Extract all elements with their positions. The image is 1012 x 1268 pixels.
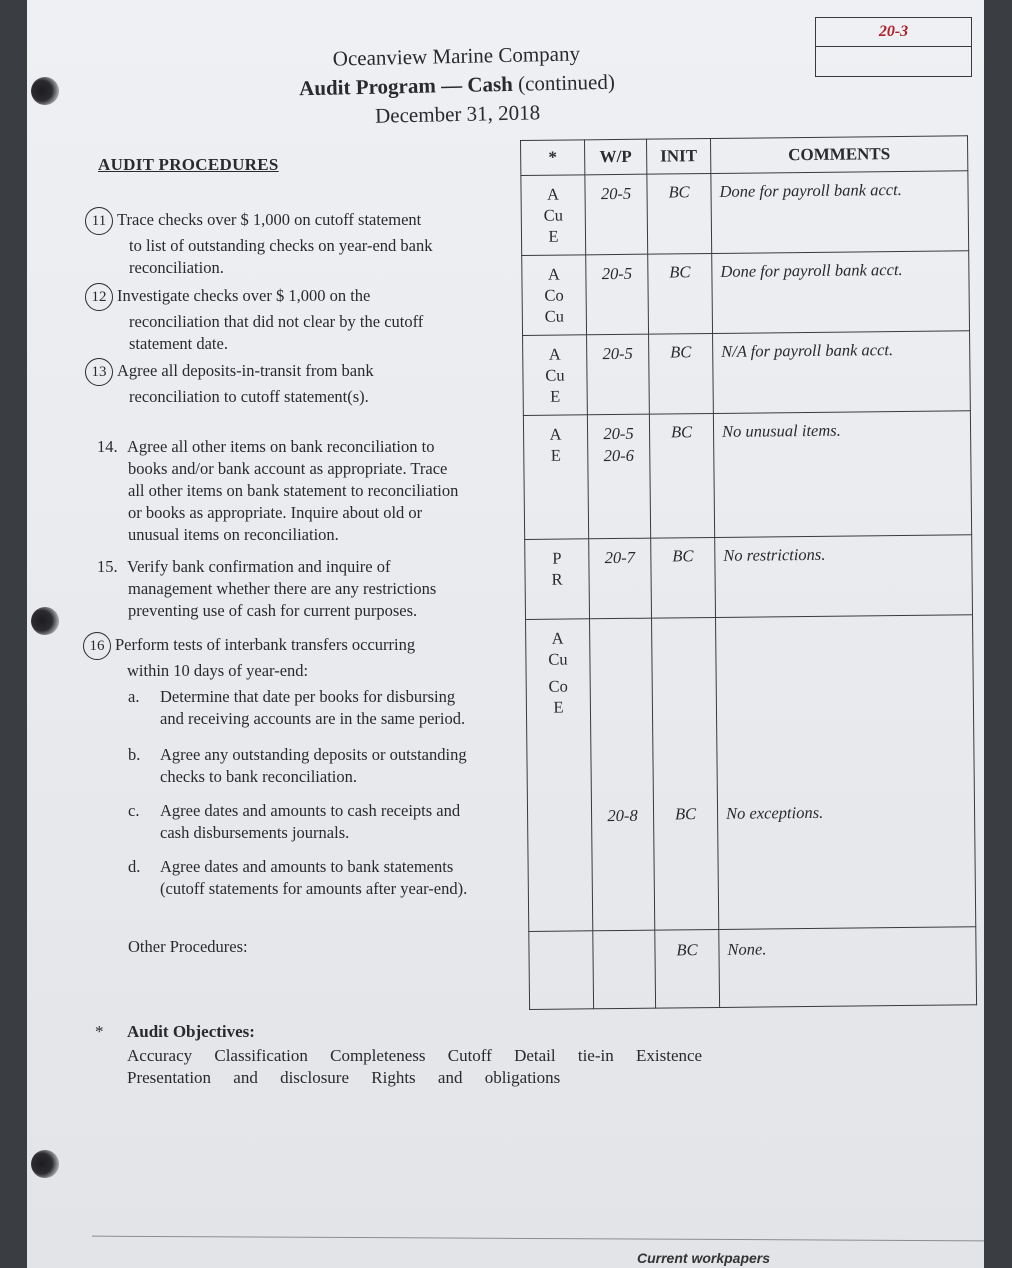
binder-ring-icon [27,73,63,109]
table-row [522,251,970,336]
program-date: December 31, 2018 [374,100,541,128]
init-header: INIT [646,139,710,175]
program-title: Audit Program — Cash (continued) [298,69,616,101]
wp-cell [593,930,656,1009]
table-row [526,615,976,932]
wp-cell: 20-5 [586,254,649,335]
circled-number: 13 [85,358,113,386]
subitem-c: c. Agree dates and amounts to cash receipts and cash disbursements journals. [128,801,461,842]
init-cell: BC [651,537,716,618]
objectives-cell: P R [525,539,590,620]
procedure-15: 15. Verify bank confirmation and inquire of management whether there are any restrictions preventing use of cash for current purposes. [97,557,437,620]
audit-objectives-heading: Audit Objectives: [127,1022,255,1041]
subitem-d: d. Agree dates and amounts to bank statements (cutoff statements for amounts after year-end). [128,857,468,898]
company-name: Oceanview Marine Company [332,41,581,71]
circled-number: 12 [85,283,113,311]
subitem-b: b. Agree any outstanding deposits or outstanding checks to bank reconciliation. [128,745,467,786]
binder-ring-icon [27,1146,63,1182]
objectives-row-2: Presentation and disclosure Rights and obligations [127,1068,561,1087]
objectives-cell: A Cu E [523,335,588,416]
subitem-a: a. Determine that date per books for disbursing and receiving accounts are in the same period. [128,687,466,728]
objectives-header: * [521,140,585,176]
wp-cell: 20-5 20-6 [587,414,650,539]
table-row [529,927,977,1010]
init-cell: BC [655,929,720,1008]
circled-number: 16 [83,632,111,660]
objectives-cell: A E [523,415,588,540]
comment-cell: No exceptions. [716,615,976,930]
procedure-14: 14. Agree all other items on bank reconciliation to books and/or bank account as appropriate. Trace all other items on bank statement to reconciliation or books as appropriate. Inquire about old or unusual items on reconciliation. [97,437,459,544]
procedure-16: 16 Perform tests of interbank transfers occurring within 10 days of year-end: [83,632,415,682]
other-procedures-label: Other Procedures: [128,937,248,956]
table-row [521,171,969,256]
next-page-text: Current workpapers [637,1250,771,1266]
workpaper-reference: 20-3 [816,18,971,47]
objectives-cell: A Co Cu [522,255,587,336]
comment-cell: Done for payroll bank acct. [712,251,970,334]
init-cell: BC [647,174,712,255]
document-page: 20-3 Oceanview Marine Company Audit Program — Cash (continued) December 31, 2018 AUDIT PROCEDURES 11 Trace checks over $ 1,000 on cutoff statement to list of outstanding checks on year-end bank reconciliation. 12 Investigate checks over $ 1,000 on the reconciliation that did not clear by the cutoff statement date. 13 Agree all deposits-in-transit from bank reconciliation to cutoff statement(s). 14. Agree all other items on bank reconciliation to books and/or bank account as appropriate. Trace all other items on bank statement to reconciliation or books as appropriate. Inquire about old or unusual items on reconciliation. 15. Verify bank confirmation and inquire of management whether there are any restrictions preventing use of cash for current purposes. 16 Perform tests of interbank transfers occurring within 10 days of year-end: a. Determine that date per books for disbursing and receiving accounts are in the same period. b. Agree any outstanding deposits or outstanding checks to bank reconciliation. c. Agree dates and amounts to cash receipts and cash disbursements journals. d. Agree dates and amounts to bank statements (cutoff statements for amounts after year-end). Other Procedures: * W/P INIT COMMENTS A Cu E 20-5 BC Done for payroll bank acct. A Co Cu 20-5 BC Done for payroll bank acct. A Cu E 20-5 BC N/A for payroll bank acct. A E 20-5 20-6 BC No unusual items. P R 20-7 BC No restrictions. A Cu Co E 20-8 BC No exceptions. BC None. * Audit Objectives: Accuracy Classification Completeness Cutoff Detail tie-in Existence Presentation and disclosure Rights and obligations Current workpapers [27,0,984,1268]
wp-cell: 20-8 [590,618,655,931]
procedure-12: 12 Investigate checks over $ 1,000 on the reconciliation that did not clear by the cutoff statement date. [85,283,423,355]
comment-cell: Done for payroll bank acct. [711,171,969,254]
objectives-cell [529,931,594,1010]
comment-cell: No unusual items. [713,411,971,538]
workpaper-reference-box [815,17,972,77]
wp-cell: 20-7 [589,538,652,619]
procedure-11: 11 Trace checks over $ 1,000 on cutoff statement to list of outstanding checks on year-end bank reconciliation. [85,207,432,279]
comment-cell: No restrictions. [715,535,973,618]
init-cell: BC [652,617,719,930]
procedure-13: 13 Agree all deposits-in-transit from bank reconciliation to cutoff statement(s). [85,358,374,408]
audit-program-grid [520,135,977,1008]
comment-cell: N/A for payroll bank acct. [713,331,971,414]
section-heading: AUDIT PROCEDURES [98,155,279,174]
objectives-row-1: Accuracy Classification Completeness Cutoff Detail tie-in Existence [127,1046,703,1065]
wp-cell: 20-5 [587,334,650,415]
wp-cell: 20-5 [585,174,648,255]
binder-ring-icon [27,603,63,639]
divider [92,1236,984,1242]
init-cell: BC [648,253,713,334]
table-row [523,331,971,416]
comment-cell: None. [719,927,977,1008]
table-row [523,411,971,540]
init-cell: BC [649,333,714,414]
table-row [525,535,973,620]
comments-header: COMMENTS [710,136,967,174]
objectives-cell: A Cu E [521,175,586,256]
circled-number: 11 [85,207,113,235]
objectives-cell: A Cu Co E [526,619,593,932]
document-title [266,38,648,133]
wp-header: W/P [585,139,647,175]
init-cell: BC [649,413,714,538]
